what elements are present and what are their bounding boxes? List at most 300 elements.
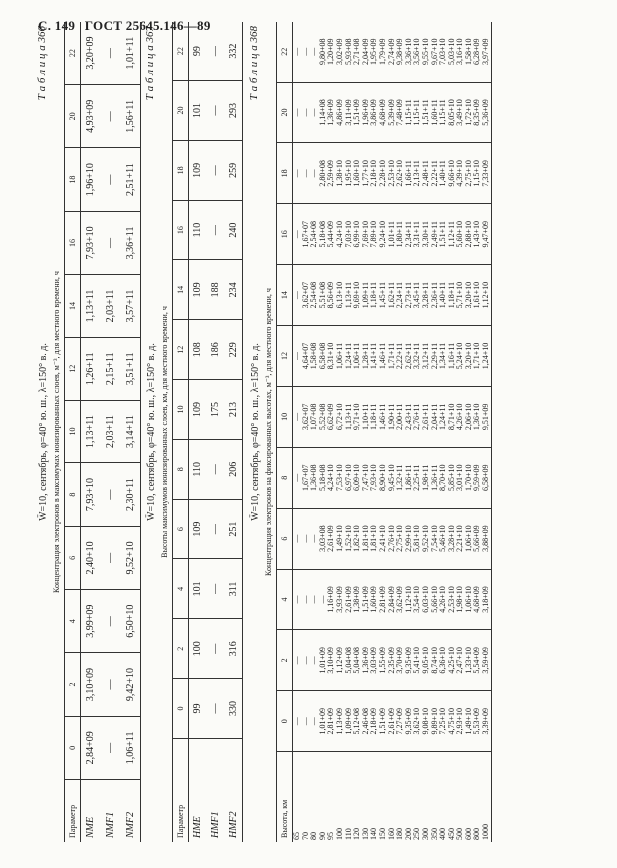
hour-header: 2 — [65, 653, 81, 716]
parameter-name: NMF2 — [121, 780, 141, 843]
cell-value: — — [302, 569, 311, 630]
cell-value: 2,21+10 — [456, 508, 465, 569]
cell-value: 1,45+11 — [379, 265, 388, 326]
hour-header: 18 — [173, 140, 189, 200]
cell-value: — — [207, 619, 225, 679]
table-368 — [276, 22, 492, 842]
cell-value: 9,42+10 — [121, 653, 141, 716]
cell-value: 3,20+10 — [465, 326, 474, 387]
cell-value: 1,18+11 — [370, 265, 379, 326]
cell-value: 9,66+10 — [448, 143, 457, 204]
page-number: С. 149 — [38, 18, 76, 33]
parameter-name: NMF1 — [105, 811, 116, 838]
altitude-value: 450 — [446, 828, 456, 840]
cell-value: 2,51+11 — [121, 148, 141, 211]
hour-header: 22 — [65, 22, 81, 85]
cell-value: 7,25+10 — [439, 691, 448, 752]
cell-value: 1,51+11 — [422, 82, 431, 143]
hour-header: 16 — [277, 204, 293, 265]
cell-value: 259 — [225, 140, 243, 200]
hour-header: 0 — [65, 716, 81, 779]
cell-value: 5,66+09 — [473, 508, 482, 569]
cell-value: 4,39+10 — [456, 143, 465, 204]
cell-value: 2,43+11 — [405, 386, 414, 447]
cell-value: 332 — [225, 22, 243, 81]
cell-value: — — [101, 22, 121, 85]
cell-value: 1,79+09 — [379, 22, 388, 82]
cell-value: 4,68+09 — [379, 82, 388, 143]
altitude-header: Высота, км — [277, 752, 293, 842]
cell-value: 101 — [189, 559, 207, 619]
cell-value: 9,71+10 — [353, 386, 362, 447]
cell-value: 2,62+10 — [396, 143, 405, 204]
cell-value: 2,73+11 — [405, 265, 414, 326]
cell-value: 7,48+09 — [396, 82, 405, 143]
cell-value: 1,33+10 — [465, 630, 474, 691]
cell-value: 2,29+11 — [431, 326, 440, 387]
cell-value: 1,12+10 — [405, 569, 414, 630]
cell-value: — — [310, 82, 319, 143]
cell-value: — — [302, 82, 311, 143]
param-header: Параметр — [173, 738, 189, 842]
altitude-value: 600 — [463, 828, 473, 840]
cell-value: 2,18+09 — [370, 691, 379, 752]
hour-header: 4 — [173, 559, 189, 619]
hour-header: 0 — [173, 679, 189, 739]
hour-header: 22 — [173, 22, 189, 81]
cell-value: 108 — [189, 320, 207, 380]
cell-value: 4,26+10 — [439, 569, 448, 630]
cell-value: 5,03+10 — [448, 22, 457, 82]
cell-value: 3,28+11 — [422, 265, 431, 326]
cell-value: 6,58+09 — [482, 447, 491, 508]
altitude-value: 95 — [326, 832, 336, 840]
cell-value: — — [310, 22, 319, 82]
cell-value: 3,93+09 — [336, 569, 345, 630]
cell-value: — — [207, 499, 225, 559]
cell-value: 1,70+10 — [465, 447, 474, 508]
hour-header: 8 — [277, 447, 293, 508]
cell-value: 1,98+10 — [456, 569, 465, 630]
cell-value: 2,48+11 — [422, 143, 431, 204]
cell-value: 1,90+11 — [388, 386, 397, 447]
cell-value: 3,32+11 — [413, 326, 422, 387]
cell-value: 2,41+10 — [379, 508, 388, 569]
cell-value: 9,47+09 — [482, 204, 491, 265]
cell-value: 5,18+08 — [319, 447, 328, 508]
cell-value: 6,13+10 — [336, 265, 345, 326]
altitude-value: 350 — [429, 828, 439, 840]
cell-value: 5,52+08 — [319, 386, 328, 447]
cell-value: 2,00+11 — [396, 386, 405, 447]
cell-value: 3,11+09 — [345, 82, 354, 143]
table-condition: W̄=10, сентябрь, φ=40° ю. ш., λ=150° в. д. — [38, 343, 49, 521]
cell-value: 3,97+09 — [482, 22, 491, 82]
cell-value: 2,15+11 — [101, 337, 121, 400]
altitude-value: 250 — [412, 828, 422, 840]
cell-value: 5,04+08 — [345, 630, 354, 691]
cell-value: 330 — [225, 679, 243, 739]
cell-value: 5,85+10 — [448, 447, 457, 508]
cell-value: 9,24+10 — [379, 204, 388, 265]
hour-header: 20 — [65, 85, 81, 148]
cell-value: 1,01+09 — [319, 630, 328, 691]
cell-value: 3,49+10 — [456, 82, 465, 143]
cell-value: — — [302, 630, 311, 691]
table-subtitle: Высоты максимумов ионизированных слоев, км, для местного времени, ч — [160, 306, 169, 558]
cell-value: 2,80+08 — [319, 143, 328, 204]
cell-value: — — [101, 590, 121, 653]
cell-value: 3,51+11 — [121, 337, 141, 400]
cell-value: — — [293, 265, 302, 326]
cell-value: 7,89+10 — [370, 204, 379, 265]
altitude-value: 100 — [334, 828, 344, 840]
cell-value: 3,36+11 — [121, 211, 141, 274]
cell-value: 240 — [225, 200, 243, 260]
table-row — [482, 22, 491, 842]
cell-value: 3,86+09 — [370, 82, 379, 143]
cell-value: 1,61+10 — [473, 265, 482, 326]
cell-value: 5,51+08 — [319, 265, 328, 326]
hour-header: 18 — [277, 143, 293, 204]
cell-value: 2,13+11 — [413, 143, 422, 204]
cell-value: 2,76+10 — [388, 508, 397, 569]
cell-value: 2,04+09 — [362, 22, 371, 82]
cell-value: 2,22+11 — [396, 326, 405, 387]
cell-value: 5,36+09 — [482, 82, 491, 143]
cell-value: 4,75+10 — [448, 691, 457, 752]
cell-value: 1,67+07 — [302, 204, 311, 265]
cell-value: 2,03+11 — [101, 400, 121, 463]
cell-value: 1,80+11 — [396, 204, 405, 265]
altitude-value: 70 — [300, 832, 310, 840]
cell-value: — — [293, 569, 302, 630]
cell-value: 7,53+10 — [336, 447, 345, 508]
cell-value: 7,93+10 — [81, 463, 101, 526]
cell-value: 3,30+11 — [422, 204, 431, 265]
cell-value: 1,18+11 — [370, 386, 379, 447]
cell-value: 3,45+11 — [413, 265, 422, 326]
cell-value: 2,61+11 — [422, 386, 431, 447]
cell-value: 7,27+09 — [396, 691, 405, 752]
cell-value: 109 — [189, 260, 207, 320]
cell-value: 109 — [189, 140, 207, 200]
hour-header: 10 — [277, 386, 293, 447]
cell-value: 3,14+11 — [121, 400, 141, 463]
table-condition: W̄=10, сентябрь, φ=40° ю. ш., λ=150° в. д. — [146, 343, 157, 521]
cell-value: 2,61+09 — [345, 569, 354, 630]
cell-value: 2,53+10 — [388, 143, 397, 204]
cell-value: 2,61+09 — [327, 508, 336, 569]
cell-value: 99 — [189, 22, 207, 81]
cell-value: 5,81+10 — [413, 508, 422, 569]
cell-value: 4,25+10 — [448, 630, 457, 691]
cell-value: 1,13+11 — [81, 275, 101, 338]
cell-value: 7,69+10 — [362, 204, 371, 265]
cell-value: 1,36+08 — [310, 447, 319, 508]
cell-value: 311 — [225, 559, 243, 619]
cell-value: 8,35+09 — [473, 82, 482, 143]
cell-value: 1,40+11 — [439, 265, 448, 326]
cell-value: — — [293, 630, 302, 691]
cell-value: 2,84+09 — [388, 569, 397, 630]
hour-header: 0 — [277, 691, 293, 752]
cell-value: 3,54+10 — [413, 569, 422, 630]
cell-value: 6,72+10 — [336, 386, 345, 447]
cell-value: 4,64+07 — [302, 326, 311, 387]
cell-value: 1,96+09 — [362, 82, 371, 143]
cell-value: 1,81+10 — [370, 508, 379, 569]
cell-value: 5,60+10 — [456, 204, 465, 265]
cell-value: 1,34+11 — [439, 326, 448, 387]
cell-value: — — [310, 143, 319, 204]
cell-value: 1,09+09 — [345, 691, 354, 752]
cell-value: 2,62+11 — [405, 326, 414, 387]
hour-header: 4 — [65, 590, 81, 653]
cell-value: 2,24+11 — [396, 265, 405, 326]
cell-value: 1,95+09 — [370, 22, 379, 82]
cell-value: 7,03+10 — [439, 22, 448, 82]
cell-value: 1,06+10 — [465, 508, 474, 569]
cell-value: — — [293, 204, 302, 265]
cell-value: 3,39+09 — [482, 691, 491, 752]
cell-value: 2,81+09 — [379, 569, 388, 630]
cell-value: 9,08+10 — [422, 691, 431, 752]
hour-header: 8 — [173, 439, 189, 499]
cell-value: 1,52+10 — [345, 508, 354, 569]
cell-value: — — [310, 630, 319, 691]
cell-value: 2,28+10 — [379, 143, 388, 204]
cell-value: 8,90+10 — [379, 447, 388, 508]
cell-value: 229 — [225, 320, 243, 380]
cell-value: 7,54+10 — [431, 508, 440, 569]
cell-value: 1,12+10 — [482, 265, 491, 326]
cell-value: 5,44+09 — [327, 204, 336, 265]
altitude-value: 65 — [292, 832, 301, 840]
cell-value: 1,95+10 — [345, 143, 354, 204]
cell-value: 1,36+10 — [473, 386, 482, 447]
cell-value: 6,03+10 — [422, 569, 431, 630]
cell-value: 6,62+09 — [327, 386, 336, 447]
cell-value: 2,54+08 — [310, 204, 319, 265]
cell-value: 186 — [207, 320, 225, 380]
cell-value: 1,41+11 — [370, 326, 379, 387]
parameter-name: HMF2 — [225, 738, 243, 842]
cell-value: 1,82+10 — [353, 508, 362, 569]
cell-value: 9,35+09 — [405, 630, 414, 691]
altitude-value: 150 — [377, 828, 387, 840]
cell-value: — — [207, 81, 225, 141]
cell-value: 1,15+11 — [405, 82, 414, 143]
cell-value: 1,58+10 — [465, 22, 474, 82]
cell-value: — — [293, 22, 302, 82]
hour-header: 2 — [173, 619, 189, 679]
table-366 — [64, 22, 141, 842]
cell-value: — — [293, 691, 302, 752]
cell-value: 1,40+11 — [439, 143, 448, 204]
cell-value: 1,51+11 — [439, 204, 448, 265]
cell-value: 234 — [225, 260, 243, 320]
cell-value: — — [293, 386, 302, 447]
cell-value: 5,12+08 — [353, 691, 362, 752]
cell-value: 1,06+11 — [336, 326, 345, 387]
cell-value: 2,76+11 — [413, 386, 422, 447]
cell-value: 5,46+10 — [439, 508, 448, 569]
table-row — [189, 22, 207, 842]
cell-value: 6,58+08 — [319, 326, 328, 387]
hour-header: 18 — [65, 148, 81, 211]
cell-value: 1,71+11 — [388, 326, 397, 387]
cell-value: 9,51+09 — [482, 386, 491, 447]
hour-header: 14 — [173, 260, 189, 320]
hour-header: 22 — [277, 22, 293, 82]
cell-value: 1,62+11 — [388, 265, 397, 326]
cell-value: 2,22+11 — [431, 143, 440, 204]
cell-value: 9,52+10 — [121, 526, 141, 589]
cell-value: 5,18+08 — [319, 204, 328, 265]
cell-value: 1,12+09 — [336, 630, 345, 691]
cell-value: 5,54+09 — [473, 630, 482, 691]
cell-value: 1,51+09 — [379, 691, 388, 752]
altitude-value: 80 — [309, 832, 319, 840]
cell-value: 1,58+08 — [310, 326, 319, 387]
cell-value: 188 — [207, 260, 225, 320]
cell-value: 1,51+09 — [353, 82, 362, 143]
cell-value: 293 — [225, 81, 243, 141]
cell-value: 3,31+11 — [413, 204, 422, 265]
cell-value: 1,36+11 — [431, 447, 440, 508]
cell-value: 2,49+11 — [431, 204, 440, 265]
cell-value: 3,12+11 — [422, 326, 431, 387]
table-condition: W̄=10, сентябрь, φ=40° ю. ш., λ=150° в. д. — [250, 343, 261, 521]
cell-value: 7,47+10 — [362, 447, 371, 508]
cell-value: 9,05+10 — [422, 630, 431, 691]
cell-value: 3,10+09 — [81, 653, 101, 716]
altitude-value: 160 — [386, 828, 396, 840]
hour-header: 4 — [277, 569, 293, 630]
table-367 — [172, 22, 243, 842]
cell-value: 1,01+09 — [319, 691, 328, 752]
cell-value: 2,99+10 — [405, 508, 414, 569]
cell-value: — — [207, 439, 225, 499]
cell-value: 9,59+09 — [473, 447, 482, 508]
cell-value: 5,71+10 — [456, 265, 465, 326]
cell-value: 1,15+11 — [439, 82, 448, 143]
cell-value: — — [310, 508, 319, 569]
standard-code: ГОСТ 25645.146—89 — [84, 18, 211, 33]
cell-value: 110 — [189, 439, 207, 499]
cell-value: 1,06+11 — [353, 326, 362, 387]
cell-value: 110 — [189, 200, 207, 260]
cell-value: 2,61+09 — [388, 691, 397, 752]
cell-value: 99 — [189, 679, 207, 739]
cell-value: 175 — [207, 380, 225, 440]
cell-value: 7,33+09 — [482, 143, 491, 204]
cell-value: 8,05+10 — [448, 82, 457, 143]
cell-value: 1,60+11 — [431, 82, 440, 143]
parameter-name: NME — [85, 816, 97, 838]
cell-value: 2,36+11 — [431, 265, 440, 326]
cell-value: 2,34+11 — [405, 204, 414, 265]
cell-value: — — [207, 200, 225, 260]
cell-value: 3,20+09 — [81, 22, 101, 85]
cell-value: 5,66+10 — [431, 569, 440, 630]
cell-value: 1,13+11 — [345, 386, 354, 447]
cell-value: 3,88+09 — [482, 508, 491, 569]
cell-value: 1,06+10 — [465, 569, 474, 630]
cell-value: — — [101, 653, 121, 716]
hour-header: 20 — [173, 81, 189, 141]
cell-value: 5,39+09 — [388, 82, 397, 143]
cell-value: 213 — [225, 380, 243, 440]
cell-value: 6,97+10 — [345, 447, 354, 508]
cell-value: 6,99+10 — [353, 204, 362, 265]
cell-value: 1,38+10 — [336, 143, 345, 204]
cell-value: 1,36+09 — [362, 630, 371, 691]
cell-value: 1,38+09 — [353, 569, 362, 630]
cell-value: 2,06+10 — [465, 386, 474, 447]
cell-value: 3,99+09 — [81, 590, 101, 653]
cell-value: 1,49+10 — [465, 691, 474, 752]
cell-value: 2,40+10 — [81, 526, 101, 589]
cell-value: 8,70+10 — [439, 447, 448, 508]
cell-value: 1,72+10 — [465, 82, 474, 143]
cell-value: 6,09+10 — [353, 447, 362, 508]
altitude-value: 90 — [317, 832, 327, 840]
cell-value: 3,28+10 — [448, 508, 457, 569]
hour-header: 12 — [277, 326, 293, 387]
cell-value: 9,67+10 — [431, 22, 440, 82]
cell-value: 1,24+11 — [439, 386, 448, 447]
table-row — [101, 22, 121, 842]
cell-value: 2,54+08 — [310, 265, 319, 326]
cell-value: — — [207, 679, 225, 739]
cell-value: 100 — [189, 619, 207, 679]
altitude-value: 140 — [369, 828, 379, 840]
cell-value: 3,16+10 — [456, 22, 465, 82]
cell-value: 3,62+07 — [302, 265, 311, 326]
table-caption: Т а б л и ц а 368 — [248, 26, 260, 101]
cell-value: 5,41+10 — [413, 630, 422, 691]
cell-value: 2,03+11 — [101, 275, 121, 338]
cell-value: 1,26+11 — [81, 337, 101, 400]
table-subtitle: Концентрация электронов на фиксированных высотах, м⁻³, для местного времени, ч — [264, 288, 273, 576]
cell-value: 5,53+09 — [473, 691, 482, 752]
param-header: Параметр — [65, 780, 81, 843]
cell-value: 9,89+10 — [431, 691, 440, 752]
table-row — [121, 22, 141, 842]
cell-value: 2,59+09 — [327, 143, 336, 204]
cell-value: 9,69+10 — [353, 265, 362, 326]
cell-value: 9,35+09 — [405, 691, 414, 752]
cell-value: 3,57+11 — [121, 275, 141, 338]
cell-value: 3,01+10 — [456, 447, 465, 508]
cell-value: 1,66+11 — [405, 143, 414, 204]
cell-value: 1,24+10 — [482, 326, 491, 387]
cell-value: 101 — [189, 81, 207, 141]
cell-value: 4,68+09 — [473, 569, 482, 630]
cell-value: 2,35+09 — [388, 630, 397, 691]
cell-value: 1,13+11 — [81, 400, 101, 463]
cell-value: 2,30+11 — [121, 463, 141, 526]
cell-value: — — [293, 82, 302, 143]
cell-value: 9,55+10 — [422, 22, 431, 82]
cell-value: — — [310, 569, 319, 630]
altitude-value: 110 — [343, 828, 353, 840]
cell-value: 1,13+09 — [336, 691, 345, 752]
altitude-value: 800 — [472, 828, 482, 840]
cell-value: 1,24+11 — [345, 326, 354, 387]
